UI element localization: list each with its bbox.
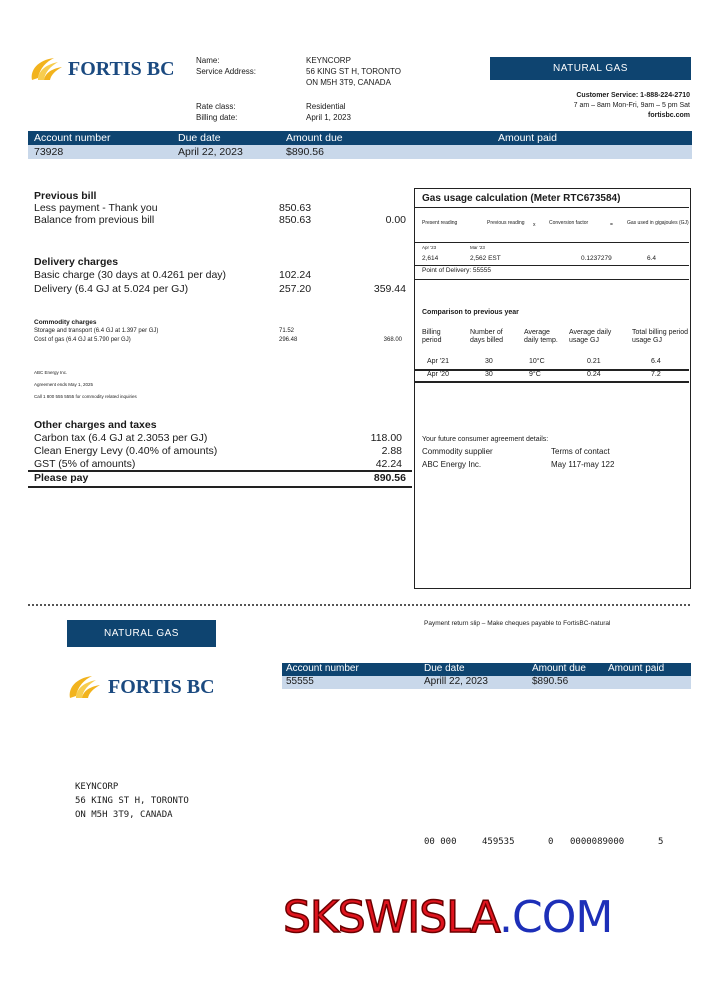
rate-class-label: Rate class: bbox=[196, 102, 236, 111]
gas-used: 6.4 bbox=[647, 255, 657, 262]
slip-header-bar bbox=[282, 663, 691, 676]
micr-part-3: 0 bbox=[548, 837, 554, 847]
usage-col-previous: Previous reading bbox=[487, 220, 525, 226]
comp-row-2-days: 30 bbox=[485, 371, 493, 378]
billing-date-label: Billing date: bbox=[196, 113, 238, 122]
present-date: Apr '23 bbox=[422, 245, 437, 250]
present-reading: 2,614 bbox=[422, 255, 439, 262]
basic-charge-amount: 102.24 bbox=[279, 269, 312, 281]
delivery-label: Delivery (6.4 GJ at 5.024 per GJ) bbox=[34, 283, 189, 295]
comp-header-temp: Average daily temp. bbox=[524, 329, 558, 344]
brand-name: FORTIS BC bbox=[68, 57, 175, 80]
micr-line bbox=[424, 837, 694, 849]
comp-row-1-temp: 10°C bbox=[529, 358, 545, 365]
please-pay-rule-bottom bbox=[28, 486, 412, 488]
natural-gas-banner-text: NATURAL GAS bbox=[553, 63, 628, 74]
customer-service-line: Customer Service: 1-888-224-2710 bbox=[576, 92, 690, 99]
comp-header-days: Number of days billed bbox=[470, 329, 504, 344]
supplier-note-1: ABC Energy Inc. bbox=[34, 370, 68, 375]
comp-row-2-usage: 0.24 bbox=[587, 371, 601, 378]
previous-reading: 2,562 EST bbox=[470, 255, 501, 262]
micr-part-2: 459535 bbox=[482, 837, 515, 847]
future-col-terms: Terms of contact bbox=[551, 447, 610, 456]
gst-amount: 42.24 bbox=[375, 458, 402, 470]
amount-due-header: Amount due bbox=[286, 132, 343, 144]
slip-note: Payment return slip – Make cheques payable to FortisBC-natural bbox=[424, 620, 611, 627]
usage-values-rule bbox=[415, 265, 689, 266]
micr-part-1: 00 000 bbox=[424, 837, 457, 847]
future-col-supplier: Commodity supplier bbox=[422, 447, 493, 456]
comp-row-1-period: Apr '21 bbox=[427, 358, 449, 365]
basic-charge-label: Basic charge (30 days at 0.4261 per day) bbox=[34, 269, 227, 281]
balance-total: 0.00 bbox=[385, 214, 406, 226]
previous-date: Mar '23 bbox=[470, 245, 485, 250]
account-number-header: Account number bbox=[34, 132, 111, 144]
micr-part-4: 0000089000 bbox=[570, 837, 625, 847]
delivery-amount: 257.20 bbox=[279, 283, 312, 295]
tear-line bbox=[28, 604, 690, 606]
watermark bbox=[283, 892, 612, 943]
fortis-logo bbox=[28, 54, 175, 84]
previous-bill-title: Previous bill bbox=[34, 190, 97, 202]
comp-row-rule-bottom bbox=[415, 381, 689, 383]
due-date-value: April 22, 2023 bbox=[178, 146, 243, 158]
storage-label: Storage and transport (6.4 GJ at 1.397 per GJ) bbox=[34, 328, 159, 334]
clean-levy-amount: 2.88 bbox=[381, 445, 402, 457]
slip-account-header: Account number bbox=[286, 663, 359, 674]
supplier-note-2: Agreement ends May 1, 2025 bbox=[34, 382, 94, 387]
future-terms-value: May 117-may 122 bbox=[551, 460, 615, 469]
conversion-factor: 0.1237279 bbox=[581, 255, 612, 262]
supplier-note-3: Call 1 800 555 5555 for commodity related inquiries bbox=[34, 394, 137, 399]
name-label: Name: bbox=[196, 56, 220, 65]
delivery-title: Delivery charges bbox=[34, 256, 119, 268]
comp-row-1 bbox=[415, 358, 689, 368]
slip-amount-paid-header: Amount paid bbox=[608, 663, 665, 674]
slip-due-date-value: Aprill 22, 2023 bbox=[424, 676, 488, 687]
cost-gas-amount: 296.48 bbox=[279, 337, 298, 343]
account-number-value: 73928 bbox=[34, 146, 64, 158]
future-agreement-title: Your future consumer agreement details: bbox=[422, 436, 549, 443]
slip-values-bar bbox=[282, 676, 691, 689]
natural-gas-banner bbox=[490, 57, 691, 80]
flame-logo-icon bbox=[28, 54, 64, 84]
balance-amount: 850.63 bbox=[279, 214, 312, 226]
commodity-total: 368.00 bbox=[383, 337, 402, 343]
watermark-part-red: SKSWISLA bbox=[283, 892, 499, 943]
less-payment-label: Less payment - Thank you bbox=[34, 202, 158, 214]
comp-header-usage: Average daily usage GJ bbox=[569, 329, 612, 344]
delivery-total: 359.44 bbox=[373, 283, 406, 295]
slip-amount-due-header: Amount due bbox=[532, 663, 586, 674]
slip-due-date-header: Due date bbox=[424, 663, 465, 674]
comp-row-2-total: 7.2 bbox=[651, 371, 661, 378]
rate-class-value: Residential bbox=[306, 102, 346, 111]
slip-addr-line1: KEYNCORP bbox=[75, 782, 119, 792]
address-line1: 56 KING ST H, TORONTO bbox=[306, 67, 401, 76]
storage-amount: 71.52 bbox=[279, 328, 295, 334]
other-charges-title: Other charges and taxes bbox=[34, 419, 157, 431]
carbon-tax-amount: 118.00 bbox=[370, 432, 402, 444]
comp-row-2 bbox=[415, 371, 689, 381]
account-header-bar bbox=[28, 131, 692, 145]
comparison-title: Comparison to previous year bbox=[422, 309, 519, 316]
please-pay-amount: 890.56 bbox=[373, 472, 406, 484]
comp-row-2-temp: 9°C bbox=[529, 371, 541, 378]
slip-brand-name: FORTIS BC bbox=[108, 675, 215, 698]
usage-col-present: Present reading bbox=[422, 220, 458, 226]
usage-col-used: Gas used in gigajoules (GJ) bbox=[627, 220, 689, 226]
amount-due-value: $890.56 bbox=[286, 146, 324, 158]
website-line: fortisbc.com bbox=[647, 112, 690, 119]
slip-natural-gas-text: NATURAL GAS bbox=[104, 628, 179, 639]
service-address-label: Service Address: bbox=[196, 67, 257, 76]
comp-row-1-usage: 0.21 bbox=[587, 358, 601, 365]
slip-addr-line3: ON M5H 3T9, CANADA bbox=[75, 810, 173, 820]
point-of-delivery: Point of Delivery: 55555 bbox=[422, 267, 492, 274]
slip-natural-gas-banner bbox=[67, 620, 216, 647]
hours-line: 7 am – 8am Mon-Fri, 9am – 5 pm Sat bbox=[573, 102, 690, 109]
usage-title-rule bbox=[415, 207, 689, 208]
amount-paid-header: Amount paid bbox=[498, 132, 557, 144]
slip-account-value: 55555 bbox=[286, 676, 314, 687]
account-values-bar bbox=[28, 145, 692, 159]
commodity-title: Commodity charges bbox=[34, 319, 97, 326]
balance-label: Balance from previous bill bbox=[34, 214, 155, 226]
usage-title: Gas usage calculation (Meter RTC673584) bbox=[422, 193, 621, 204]
usage-pod-rule bbox=[415, 279, 689, 280]
billing-date-value: April 1, 2023 bbox=[306, 113, 351, 122]
customer-name: KEYNCORP bbox=[306, 56, 351, 65]
comp-header-period: Billing period bbox=[422, 329, 442, 344]
carbon-tax-label: Carbon tax (6.4 GJ at 2.3053 per GJ) bbox=[34, 432, 208, 444]
clean-levy-label: Clean Energy Levy (0.40% of amounts) bbox=[34, 445, 218, 457]
usage-header-rule bbox=[415, 242, 689, 243]
due-date-header: Due date bbox=[178, 132, 221, 144]
watermark-part-blue: .COM bbox=[498, 892, 613, 943]
future-supplier-value: ABC Energy Inc. bbox=[422, 460, 482, 469]
please-pay-label: Please pay bbox=[34, 472, 89, 484]
slip-amount-due-value: $890.56 bbox=[532, 676, 569, 687]
usage-col-factor: Conversion factor bbox=[549, 220, 589, 226]
usage-col-x: x bbox=[533, 222, 536, 228]
comp-row-2-period: Apr '20 bbox=[427, 371, 449, 378]
comp-row-1-total: 6.4 bbox=[651, 358, 661, 365]
slip-addr-line2: 56 KING ST H, TORONTO bbox=[75, 796, 189, 806]
usage-col-eq: = bbox=[610, 222, 613, 228]
address-line2: ON M5H 3T9, CANADA bbox=[306, 78, 391, 87]
slip-fortis-logo bbox=[66, 672, 215, 702]
gst-label: GST (5% of amounts) bbox=[34, 458, 136, 470]
usage-box bbox=[414, 188, 691, 589]
micr-part-5: 5 bbox=[658, 837, 664, 847]
slip-flame-logo-icon bbox=[66, 672, 102, 702]
less-payment-amount: 850.63 bbox=[279, 202, 312, 214]
cost-gas-label: Cost of gas (6.4 GJ at 5.790 per GJ) bbox=[34, 337, 131, 343]
comp-header-total: Total billing period usage GJ bbox=[632, 329, 689, 344]
comp-row-1-days: 30 bbox=[485, 358, 493, 365]
